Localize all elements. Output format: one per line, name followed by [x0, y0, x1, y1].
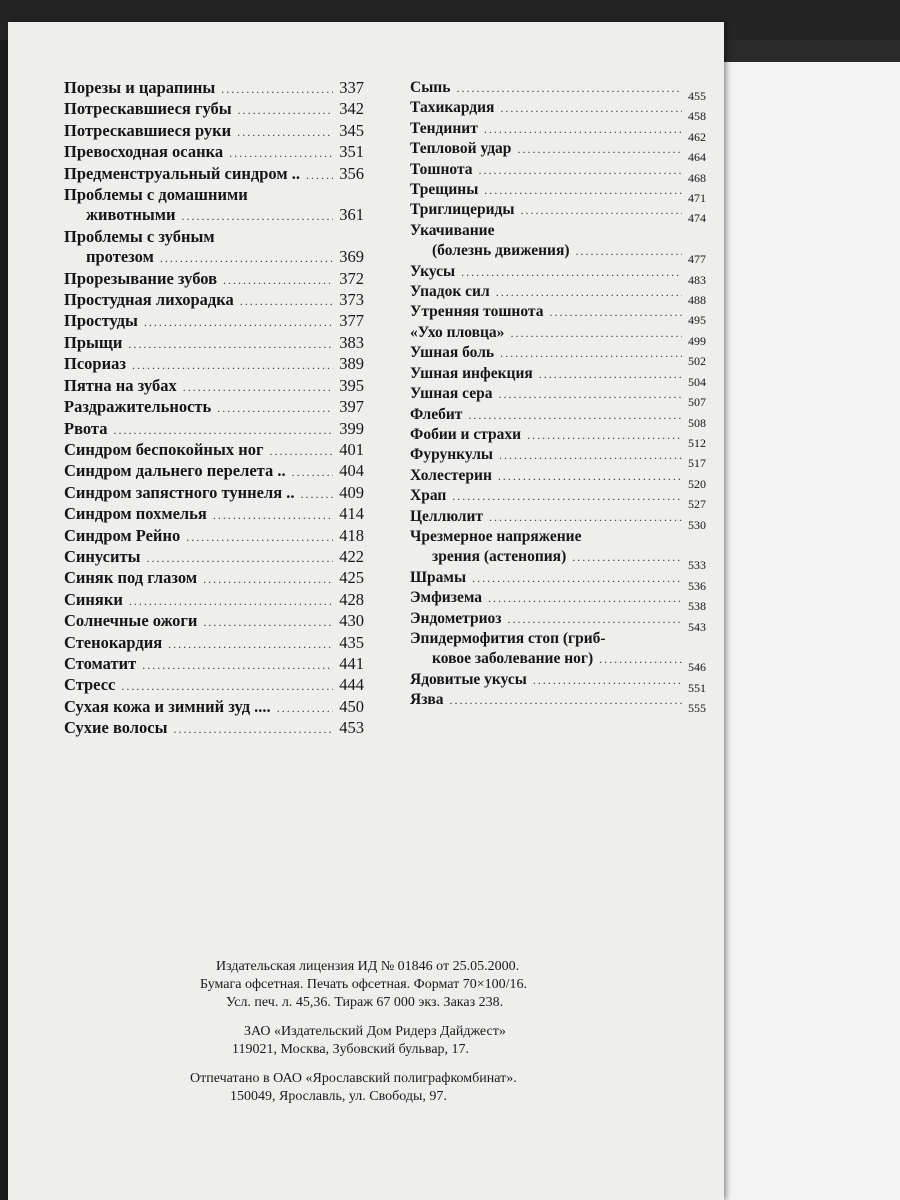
toc-entry: [64, 504, 364, 525]
toc-entry: [410, 364, 706, 389]
toc-entry-title-continued: животными: [86, 205, 176, 225]
toc-entry: [64, 633, 364, 654]
toc-entry-title: Упадок сил: [410, 283, 490, 301]
dot-leader: [498, 466, 682, 486]
dot-leader: [240, 291, 333, 311]
toc-page-number: 507: [688, 395, 706, 410]
toc-entry-title: Укачивание: [410, 221, 495, 239]
toc-entry: [410, 405, 706, 430]
dot-leader: [306, 165, 333, 185]
toc-entry-title-continued: ковое заболевание ног): [432, 650, 594, 668]
toc-page-number: 471: [688, 191, 706, 206]
toc-entry-title: Флебит: [410, 405, 463, 423]
toc-entry: [410, 221, 706, 267]
toc-page-number: 495: [688, 313, 706, 328]
dot-leader: [450, 690, 682, 710]
imprint-printer-address: 150049, Ярославль, ул. Свободы, 97.: [230, 1089, 447, 1104]
toc-right-column: [410, 78, 706, 716]
toc-entry: [410, 180, 706, 206]
toc-page-number: 458: [688, 109, 706, 124]
toc-page-number: 462: [688, 129, 706, 144]
toc-entry: [64, 397, 364, 418]
dot-leader: [599, 649, 682, 669]
dot-leader: [186, 527, 333, 547]
toc-entry: [410, 200, 706, 226]
toc-entry-title: Стенокардия: [64, 632, 163, 652]
toc-entry: [410, 139, 706, 165]
dot-leader: [500, 343, 682, 363]
toc-entry-title: Сухая кожа и зимний зуд ....: [64, 696, 271, 716]
toc-entry: [64, 611, 364, 632]
dot-leader: [472, 568, 682, 588]
toc-entry-title: Псориаз: [64, 354, 126, 374]
toc-entry-title: Синдром запястного туннеля ..: [64, 482, 295, 502]
imprint: [190, 958, 670, 1117]
toc-page-number: 536: [688, 578, 706, 593]
toc-entry: [64, 654, 364, 675]
toc-page-number: 508: [688, 415, 706, 430]
toc-entry: [64, 547, 364, 568]
toc-left-column: [64, 78, 364, 740]
dot-leader: [221, 79, 333, 99]
dot-leader: [499, 445, 682, 465]
dot-leader: [121, 676, 333, 696]
toc-entry: [410, 445, 706, 471]
toc-entry-title: Прыщи: [64, 332, 123, 352]
toc-entry: [64, 185, 364, 227]
dot-leader: [160, 248, 333, 268]
toc-entry-title: Проблемы с домашними: [64, 185, 248, 205]
toc-page-number: 383: [339, 332, 364, 352]
toc-page-number: 551: [688, 680, 706, 695]
toc-page-number: 369: [339, 247, 364, 267]
toc-page-number: 397: [339, 397, 364, 417]
toc-page-number: 337: [339, 78, 364, 97]
toc-page-number: 399: [339, 418, 364, 438]
dot-leader: [182, 206, 334, 226]
toc-page-number: 425: [339, 568, 364, 588]
toc-entry-title: Рвота: [64, 418, 108, 438]
toc-entry-title: Прорезывание зубов: [64, 268, 217, 288]
dot-leader: [203, 612, 333, 632]
toc-entry-title: Превосходная осанка: [64, 142, 224, 162]
toc-entry-title: Синяк под глазом: [64, 568, 198, 588]
dot-leader: [533, 670, 682, 690]
toc-entry: [64, 354, 364, 375]
toc-entry: [410, 78, 706, 103]
toc-entry-title: Синдром похмелья: [64, 504, 207, 524]
dot-leader: [576, 241, 682, 261]
toc-entry-title: Тендинит: [410, 119, 478, 137]
dot-leader: [510, 323, 682, 343]
dot-leader: [237, 122, 333, 142]
dot-leader: [217, 398, 333, 418]
toc-entry: [64, 483, 364, 504]
toc-page-number: 418: [339, 525, 364, 545]
imprint-technical: [190, 958, 670, 1012]
toc-entry: [64, 697, 364, 718]
dot-leader: [183, 377, 334, 397]
toc-page-number: 409: [339, 482, 364, 502]
dot-leader: [489, 507, 682, 527]
toc-entry: [64, 590, 364, 611]
toc-page-number: 422: [339, 546, 364, 566]
toc-page-number: 401: [339, 439, 364, 459]
toc-entry: [410, 302, 706, 328]
toc-page-number: 477: [688, 252, 706, 267]
toc-entry-title: «Ухо пловца»: [410, 323, 505, 341]
imprint-publisher: ЗАО «Издательский Дом Ридерз Дайджест»: [244, 1024, 506, 1039]
toc-entry-title: Фобии и страхи: [410, 425, 522, 443]
toc-page-number: 455: [688, 89, 706, 103]
toc-entry-title: Храп: [410, 487, 447, 505]
dot-leader: [520, 200, 682, 220]
toc-entry-title: Стоматит: [64, 653, 137, 673]
dot-leader: [527, 425, 682, 445]
dot-leader: [484, 180, 682, 200]
cover-shadow: [706, 40, 900, 64]
toc-entry: [410, 343, 706, 369]
dot-leader: [277, 698, 334, 718]
toc-page-number: 512: [688, 435, 706, 450]
toc-entry-title: Тахикардия: [410, 99, 495, 117]
toc-entry: [64, 568, 364, 589]
toc-entry: [64, 675, 364, 696]
toc-entry: [410, 323, 706, 348]
toc-page-number: 527: [688, 497, 706, 512]
dot-leader: [484, 119, 682, 139]
toc-page-number: 533: [688, 558, 706, 573]
toc-page-number: 395: [339, 375, 364, 395]
toc-entry-title: Триглицериды: [410, 201, 515, 219]
toc-entry-title: Синдром Рейно: [64, 525, 181, 545]
toc-page-number: 444: [339, 675, 364, 695]
dot-leader: [468, 405, 682, 425]
toc-entry-title: Синуситы: [64, 546, 141, 566]
toc-entry-title: Солнечные ожоги: [64, 611, 198, 631]
dot-leader: [147, 548, 334, 568]
toc-page-number: 538: [688, 599, 706, 614]
dot-leader: [572, 547, 682, 567]
toc-page-number: 520: [688, 476, 706, 491]
toc-entry-title: Тепловой удар: [410, 140, 512, 158]
dot-leader: [517, 139, 682, 159]
toc-entry-title: Фурункулы: [410, 446, 494, 464]
dot-leader: [132, 355, 333, 375]
dot-leader: [128, 334, 333, 354]
toc-entry-title: Ушная боль: [410, 344, 495, 362]
dot-leader: [479, 160, 682, 180]
toc-entry-title: Ушная инфекция: [410, 364, 533, 382]
toc-entry: [410, 466, 706, 491]
toc-entry-title: Укусы: [410, 262, 456, 280]
toc-entry: [410, 425, 706, 450]
toc-entry-title: Ядовитые укусы: [410, 670, 527, 688]
toc-entry-title-continued: зрения (астенопия): [432, 548, 567, 566]
imprint-printed-by: Отпечатано в ОАО «Ярославский полиграфкомбинат».: [190, 1071, 517, 1086]
toc-entry: [64, 718, 364, 739]
toc-page-number: 430: [339, 611, 364, 631]
toc-entry-title: Синдром дальнего перелета ..: [64, 461, 286, 481]
book-cover: [716, 62, 900, 1200]
dot-leader: [174, 719, 334, 739]
toc-entry: [64, 164, 364, 185]
toc-page-number: 517: [688, 456, 706, 471]
toc-entry: [64, 269, 364, 290]
toc-entry: [410, 588, 706, 614]
toc-page-number: 389: [339, 354, 364, 374]
toc-entry-title: Эндометриоз: [410, 609, 502, 627]
dot-leader: [488, 588, 682, 608]
toc-entry: [410, 507, 706, 532]
toc-entry: [64, 78, 364, 99]
imprint-paper: Бумага офсетная. Печать офсетная. Формат 70×100/16.: [200, 977, 528, 992]
imprint-publisher-address: 119021, Москва, Зубовский бульвар, 17.: [232, 1042, 470, 1057]
toc-page-number: 361: [339, 205, 364, 225]
toc-entry: [64, 142, 364, 163]
toc-entry-title: Простуды: [64, 311, 138, 331]
dot-leader: [498, 384, 682, 404]
imprint-license: Издательская лицензия ИД № 01846 от 25.05.2000.: [216, 959, 520, 974]
toc-entry-title: Стресс: [64, 675, 116, 695]
toc-entry-title: Сыпь: [410, 79, 451, 96]
toc-entry-title: Язва: [410, 691, 444, 709]
toc-entry: [410, 282, 706, 308]
toc-entry-title: Шрамы: [410, 568, 467, 586]
toc-entry: [64, 121, 364, 142]
toc-entry: [410, 486, 706, 512]
toc-page-number: 555: [688, 701, 706, 716]
toc-page-number: 356: [339, 163, 364, 183]
toc-page-number: 377: [339, 311, 364, 331]
toc-entry-title: Сухие волосы: [64, 718, 168, 738]
toc-page-number: 499: [688, 333, 706, 348]
toc-entry-title: Раздражительность: [64, 397, 212, 417]
toc-entry-title: Целлюлит: [410, 507, 484, 525]
toc-page-number: 530: [688, 517, 706, 532]
dot-leader: [500, 98, 682, 118]
toc-entry: [64, 376, 364, 397]
dot-leader: [223, 270, 333, 290]
toc-entry-title: Синяки: [64, 589, 123, 609]
dot-leader: [549, 302, 682, 322]
toc-page-number: 345: [339, 120, 364, 140]
toc-entry-title: Эпидермофития стоп (гриб-: [410, 629, 606, 647]
toc-entry: [410, 609, 706, 634]
dot-leader: [508, 609, 682, 629]
toc-page-number: 453: [339, 718, 364, 738]
toc-entry-title-continued: (болезнь движения): [432, 242, 570, 260]
toc-entry-title: Потрескавшиеся губы: [64, 99, 232, 119]
toc-entry: [64, 227, 364, 269]
dot-leader: [456, 78, 682, 98]
toc-entry-title: Утренняя тошнота: [410, 303, 544, 321]
toc-page-number: 464: [688, 150, 706, 165]
toc-page-number: 342: [339, 99, 364, 119]
dot-leader: [452, 486, 682, 506]
dot-leader: [539, 364, 682, 384]
dot-leader: [129, 591, 333, 611]
toc-entry: [64, 333, 364, 354]
toc-entry: [64, 99, 364, 120]
toc-page-number: 372: [339, 268, 364, 288]
toc-entry-title: Предменструальный синдром ..: [64, 163, 300, 183]
dot-leader: [229, 143, 333, 163]
toc-page-number: 428: [339, 589, 364, 609]
imprint-publisher-block: [190, 1023, 670, 1059]
toc-entry-title: Тошнота: [410, 160, 473, 178]
toc-entry: [410, 119, 706, 144]
toc-page-number: 441: [339, 653, 364, 673]
toc-entry-title: Ушная сера: [410, 385, 493, 403]
dot-leader: [213, 505, 333, 525]
toc-entry: [410, 568, 706, 593]
toc-entry-title: Холестерин: [410, 466, 492, 484]
dot-leader: [168, 634, 333, 654]
toc-entry: [64, 311, 364, 332]
dot-leader: [142, 655, 333, 675]
toc-page-number: 543: [688, 619, 706, 634]
dot-leader: [144, 312, 333, 332]
toc-entry-title: Простудная лихорадка: [64, 290, 234, 310]
dot-leader: [269, 441, 333, 461]
toc-entry: [410, 384, 706, 410]
toc-entry: [64, 290, 364, 311]
toc-page-number: 483: [688, 272, 706, 287]
toc-entry: [410, 690, 706, 716]
imprint-print-info: Усл. печ. л. 45,36. Тираж 67 000 экз. Заказ 238.: [226, 995, 504, 1010]
dot-leader: [301, 484, 334, 504]
toc-entry: [410, 527, 706, 573]
toc-entry-title: Эмфизема: [410, 589, 483, 607]
toc-entry: [410, 98, 706, 124]
toc-page-number: 488: [688, 293, 706, 308]
dot-leader: [203, 569, 333, 589]
toc-entry-title: Проблемы с зубным: [64, 226, 215, 246]
dot-leader: [113, 420, 333, 440]
toc-entry: [410, 160, 706, 185]
dot-leader: [238, 100, 334, 120]
toc-entry: [64, 419, 364, 440]
toc-page-number: 546: [688, 660, 706, 675]
toc-page-number: 474: [688, 211, 706, 226]
toc-entry-title-continued: протезом: [86, 247, 154, 267]
toc-page-number: 502: [688, 354, 706, 369]
toc-entry-title: Порезы и царапины: [64, 78, 216, 97]
toc-entry-title: Синдром беспокойных ног: [64, 439, 264, 459]
toc-entry: [410, 262, 706, 287]
toc-page-number: 351: [339, 142, 364, 162]
toc-entry-title: Трещины: [410, 181, 479, 199]
toc-entry-title: Чрезмерное напряжение: [410, 527, 582, 545]
toc-page-number: 414: [339, 504, 364, 524]
dot-leader: [461, 262, 682, 282]
dot-leader: [292, 462, 334, 482]
toc-page-number: 504: [688, 374, 706, 389]
toc-entry: [64, 526, 364, 547]
toc-page-number: 373: [339, 290, 364, 310]
toc-page-number: 450: [339, 696, 364, 716]
toc-entry: [410, 629, 706, 675]
imprint-printer-block: [190, 1070, 670, 1106]
dot-leader: [496, 282, 682, 302]
toc-entry-title: Пятна на зубах: [64, 375, 177, 395]
toc-entry-title: Потрескавшиеся руки: [64, 120, 232, 140]
toc-entry: [410, 670, 706, 695]
toc-page-number: 435: [339, 632, 364, 652]
toc-entry: [64, 440, 364, 461]
toc-page-number: 468: [688, 170, 706, 185]
toc-entry: [64, 461, 364, 482]
toc-page-number: 404: [339, 461, 364, 481]
